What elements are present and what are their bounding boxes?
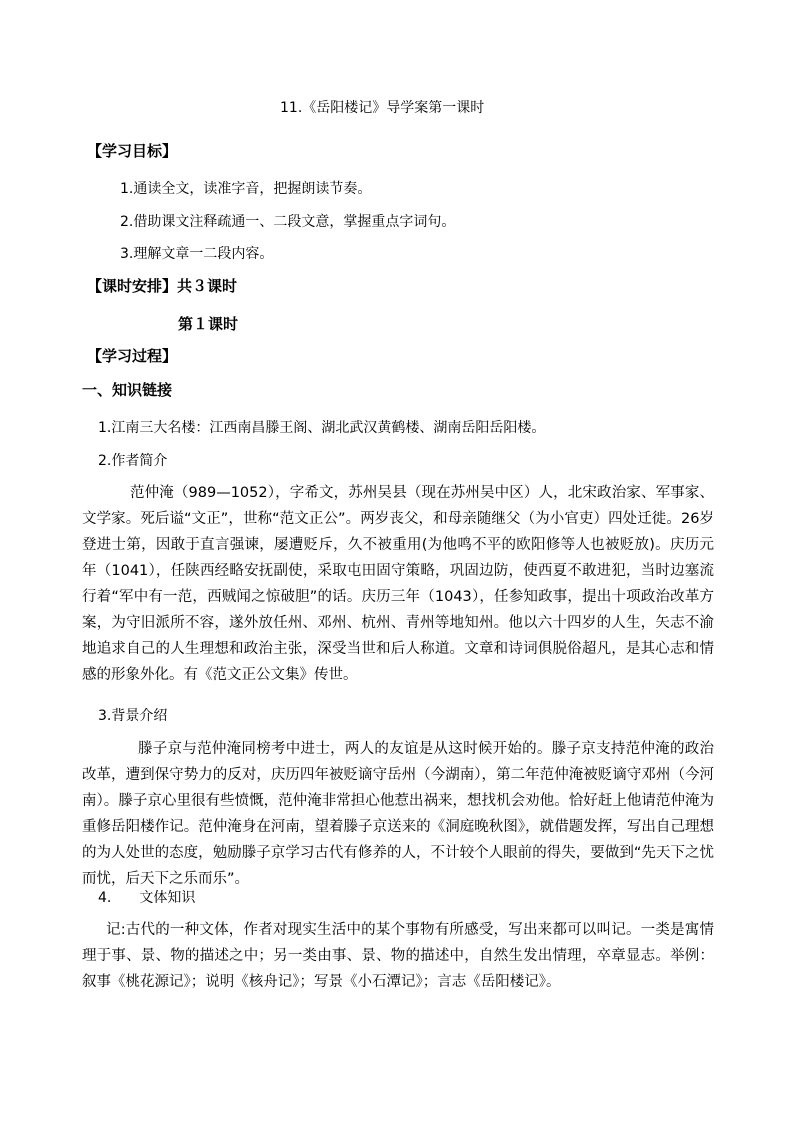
genre-text: 记:古代的一种文体，作者对现实生活中的某个事物有所感受，写出来都可以叫记。一类是寓情理于事、景、物的描述之中；另一类由事、景、物的描述中，自然生发出情理，卒章显志。举例：叙事《桃花源记》；说明《核舟记》；写景《小石潭记》；言志《岳阳楼记》。: [82, 922, 714, 990]
goal-item-3: 3.理解文章一二段内容。: [120, 246, 274, 262]
author-bio-paragraph: [82, 480, 714, 688]
schedule-heading: 【课时安排】共３课时: [87, 277, 238, 295]
background-text: 滕子京与范仲淹同榜考中进士，两人的友谊是从这时候开始的。滕子京支持范仲淹的政治改革，遭到保守势力的反对，庆历四年被贬谪守岳州（今湖南），第二年范仲淹被贬谪守邓州（今河南）。滕子京心里很有些愤慨，范仲淹非常担心他惹出祸来，想找机会劝他。恰好赶上他请范仲淹为重修岳阳楼作记。范仲淹身在河南，望着滕子京送来的《洞庭晚秋图》，就借题发挥，写出自己理想的为人处世的态度，勉励滕子京学习古代有修养的人，不计较个人眼前的得失，要做到“先天下之忧而忧，后天下之乐而乐”。: [82, 741, 714, 887]
genre-label: 4. 文体知识: [98, 890, 196, 906]
lesson-label: 第１课时: [178, 315, 239, 333]
background-label: 3.背景介绍: [98, 708, 168, 724]
author-intro-label: 2.作者简介: [98, 453, 168, 469]
document-title: 11.《岳阳楼记》导学案第一课时: [280, 100, 485, 116]
genre-paragraph: [82, 917, 714, 995]
process-heading: 【学习过程】: [87, 347, 178, 365]
goals-heading: 【学习目标】: [87, 142, 178, 160]
author-bio-text: 范仲淹（989—1052），字希文，苏州吴县（现在苏州吴中区）人，北宋政治家、军事家、文学家。死后谥“文正”，世称“范文正公”。两岁丧父，和母亲随继父（为小官吏）四处迁徙。26岁登进士第，因敢于直言强谏，屡遭贬斥，久不被重用(为他鸣不平的欧阳修等人也被贬放)。庆历元年（1041），任陕西经略安抚副使，采取屯田固守策略，巩固边防，使西夏不敢进犯，当时边塞流行着“军中有一范，西贼闻之惊破胆”的话。庆历三年（1043），任参知政事，提出十项政治改革方案，为守旧派所不容，遂外放任州、邓州、杭州、青州等地知州。他以六十四岁的人生，矢志不渝地追求自己的人生理想和政治主张，深受当世和后人称道。文章和诗词俱脱俗超凡，是其心志和情感的形象外化。有《范文正公文集》传世。: [82, 485, 714, 683]
background-paragraph: [82, 736, 714, 892]
goal-item-1: 1.通读全文，读准字音，把握朗读节奏。: [120, 181, 372, 197]
knowledge-link-heading: 一、知识链接: [82, 381, 173, 399]
goal-item-2: 2.借助课文注释疏通一、二段文意，掌握重点字词句。: [120, 214, 456, 230]
three-towers-item: 1.江南三大名楼：江西南昌滕王阁、湖北武汉黄鹤楼、湖南岳阳岳阳楼。: [98, 420, 546, 436]
